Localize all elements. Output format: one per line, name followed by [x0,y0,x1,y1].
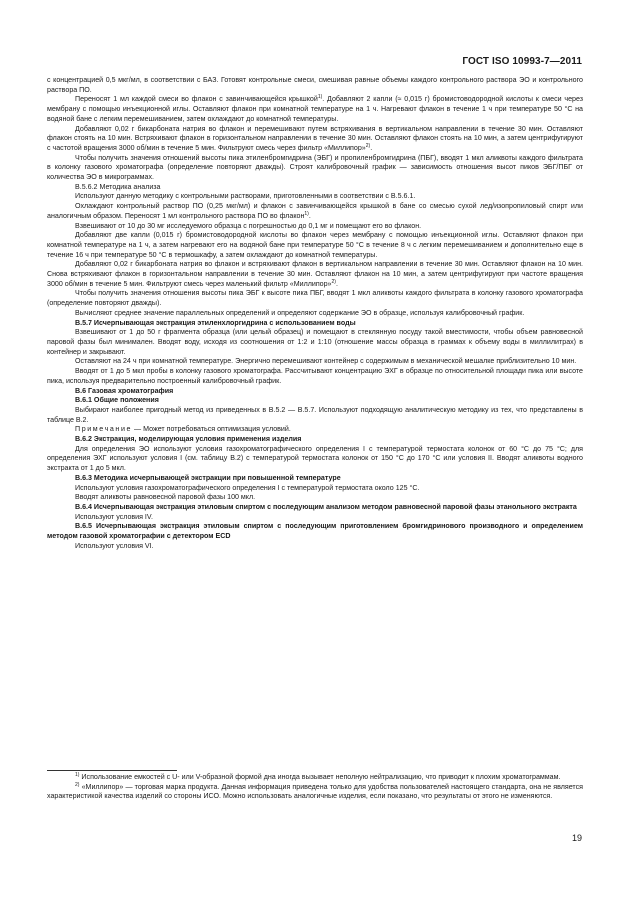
paragraph [47,406,583,425]
paragraph-text: Добавляют 0,02 г бикарбоната натрия во флакон и перемешивают путем встряхивания в вертикальном направлении в течение 30 мин. Оставляют флакон стоять на 10 мин. Встряхивают флакон в горизонтальном направлении в течение 30 мин. Оставляют флакон стоять на 10 мин, а затем центрифугируют с частотой вращения 3000 об/мин в течение 5 мин. Фильтруют смесь через фильтр «Миллипор» [47,124,583,152]
footnote-ref: 1) [304,210,309,217]
paragraph [47,183,583,193]
paragraph [47,76,583,95]
footnote [47,783,583,802]
footnote [47,773,583,783]
paragraph [47,95,583,124]
paragraph-text: В.5.6.2 Методика анализа [75,182,161,191]
paragraph [47,260,583,289]
document-body [47,76,583,551]
paragraph-text: Переносят 1 мл каждой смеси во флакон с завинчивающейся крышкой [75,95,318,104]
page-number: 19 [571,833,582,843]
paragraph-text-cont: . Добавляют 2 капли (≈ 0,015 г) бромистоводородной кислоты к смеси через мембрану с помощью инъекционной иглы. Оставляют флакон при комнатной температуре на 1 ч. Нагревают флакон в течение 1 ч при температуре 50 °С на водяной бане с легким перемешиванием, затем охлаждают до комнатной температуры. [47,95,583,123]
paragraph [47,125,583,154]
note-lead: Примечание [75,425,133,434]
document-header: ГОСТ ISO 10993-7—2011 [462,56,582,67]
note-text: — Может потребоваться оптимизация условий. [132,425,291,434]
section-heading [47,387,583,397]
section-heading [47,522,583,541]
paragraph-text-cont: . [370,143,373,152]
footnote-ref: 1) [317,94,323,101]
paragraph-text: Вводят от 1 до 5 мкл пробы в колонку газового хроматографа. Рассчитывают концентрацию ЭХГ в образце по относительной площади пика или высоте пика, используя предварительно построенный калибровочный график. [47,367,583,385]
section-heading [47,474,583,484]
footnote-text: Использование емкостей с U- или V-образной формой дна иногда вызывает неполную нейтрализацию, что приводит к плохим хроматограммам. [79,773,561,781]
paragraph-text: Для определения ЭО используют условия газохроматографического определения I с температурой термостата колонок от 60 °С до 75 °С; для определения ЭХГ используют условия I (см. таблицу В.2) с температурой термостата колонок от 150 °С до 170 °С или условия II. Вводят аликвоты водного экстракта от 1 до 5 мкл. [47,444,583,473]
paragraph [47,328,583,357]
paragraph [47,154,583,183]
section-heading [47,319,583,329]
paragraph-text: Взвешивают от 1 до 50 г фрагмента образца (или целый образец) и помещают в стеклянную посуду такой вместимости, чтобы объем равновесной паровой фазы был минимален. Вводят воду, исходя из соотношения от 1:2 и 1:10 (отношение массы образца в граммах к объему воды в миллилитрах) в контейнер и закрывают. [47,328,583,356]
paragraph [47,309,583,319]
footnotes [47,773,583,802]
paragraph [47,484,583,494]
paragraph-text: с концентрацией 0,5 мкг/мл, в соответствии с БАЗ. Готовят контрольные смеси, смешивая равные объемы каждого контрольного раствора ЭО и контрольного раствора ПО. [47,76,583,94]
paragraph-text: Используют условия газохроматографического определения I с температурой термостата около 125 °С. [75,483,420,492]
paragraph [47,493,583,503]
paragraph [47,289,583,308]
heading-text: В.6.1 Общие положения [75,396,159,405]
paragraph [47,192,583,202]
paragraph-text: Используют условия IV. [75,512,153,521]
paragraph [47,513,583,523]
paragraph-text: Выбирают наиболее пригодный метод из приведенных в В.5.2 — В.5.7. Используют подходящую аналитическую методику из тех, что представлены в таблице В.2. [47,405,583,424]
paragraph-text: Охлаждают контрольный раствор ПО (0,25 мкг/мл) и флакон с завинчивающейся крышкой в бане со смесью сухой лед/изопропиловый спирт или аналогичным образом. Переносят 1 мл контрольного раствора ПО во флакон [47,202,583,220]
paragraph-text: Взвешивают от 10 до 30 мг исследуемого образца с погрешностью до 0,1 мг и помещают его во флакон. [75,221,422,230]
heading-text: В.5.7 Исчерпывающая экстракция этиленхлоргидрина с использованием воды [75,318,356,327]
paragraph-text: Вводят аликвоты равновесной паровой фазы 100 мкл. [75,493,256,502]
heading-text: В.6.2 Экстракция, моделирующая условия применения изделия [75,435,302,444]
paragraph-text: Добавляют две капли (0,015 г) бромистоводородной кислоты во флакон через мембрану с помощью инъекционной иглы. Оставляют флакон при комнатной температуре на 1 ч, а затем нагревают его на водяной бане при температуре 50 °С в течение 8 ч с легким перемешиванием и дополнительно еще в течение 16 ч при температуре 50 °С в термошкафу, а затем охлаждают до комнатной температуры. [47,231,583,259]
footnote-text: «Миллипор» — торговая марка продукта. Данная информация приведена только для удобства пользователей настоящего стандарта, она не является характеристикой качества изделий со стороны ИСО. Можно использовать аналогичные изделия, если показано, что результаты от этого не изменяются. [47,782,583,801]
paragraph-text: Чтобы получить значения отношений высоты пика этиленбромгидрина (ЭБГ) и пропиленбромгидрина (ПБГ), вводят 1 мкл аликвоты каждого фильтрата в колонку газового хроматографа (определение повторяют дважды). Строят калибровочный график — зависимость отношения высот пиков ЭБГ/ПБГ от количества ЭО в микрограммах. [47,153,583,182]
paragraph-text: Чтобы получить значения отношения высоты пика ЭБГ к высоте пика ПБГ, вводят 1 мкл аликвоты каждого фильтрата в колонку газового хроматографа (определение повторяют дважды). [47,289,583,308]
heading-text: В.6.3 Методика исчерпывающей экстракции при повышенной температуре [75,473,341,482]
footnote-ref: 2) [331,278,336,285]
paragraph-text: Вычисляют среднее значение параллельных определений и определяют содержание ЭО в образце, используя калибровочный график. [75,308,525,317]
paragraph [47,542,583,552]
paragraph [47,231,583,260]
paragraph [47,367,583,386]
paragraph-text-cont: . [335,279,338,288]
footnote-separator [47,770,177,771]
paragraph-text: Оставляют на 24 ч при комнатной температуре. Энергично перемешивают контейнер с содержимым в механической мешалке приблизительно 10 мин. [75,357,577,366]
paragraph-text: Используют данную методику с контрольными растворами, приготовленными в соответствии с В.5.6.1. [75,192,416,201]
section-heading [47,396,583,406]
section-heading [47,503,583,513]
paragraph-text: Добавляют 0,02 г бикарбоната натрия во флакон и встряхивают флакон в вертикальном направлении в течение 30 мин. Оставляют флакон на 10 мин. Снова встряхивают флакон в горизонтальном направлении в течение 30 мин. Оставляют флакон на 10 мин, а затем центрифугируют при частоте вращения 3000 об/мин в течение 5 мин. Фильтруют смесь через маленький фильтр «Миллипор» [47,260,583,288]
paragraph [47,445,583,474]
footnote-mark: 2) [75,781,80,788]
note [47,425,583,435]
paragraph [47,222,583,232]
section-heading [47,435,583,445]
heading-text: В.6.5 Исчерпывающая экстракция этиловым спиртом с последующим приготовлением бромгидринового производного и определением методом газовой хроматографии с детектором ECD [47,522,583,541]
paragraph [47,202,583,221]
paragraph-text-cont: . [308,211,311,220]
footnote-ref: 2) [365,142,371,149]
paragraph [47,357,583,367]
heading-text: В.6.4 Исчерпывающая экстракция этиловым спиртом с последующим анализом методом равновесной паровой фазы этанольного экстракта [75,502,577,511]
heading-text: В.6 Газовая хроматография [75,386,174,395]
paragraph-text: Используют условия VI. [75,541,154,550]
footnote-mark: 1) [75,772,80,778]
